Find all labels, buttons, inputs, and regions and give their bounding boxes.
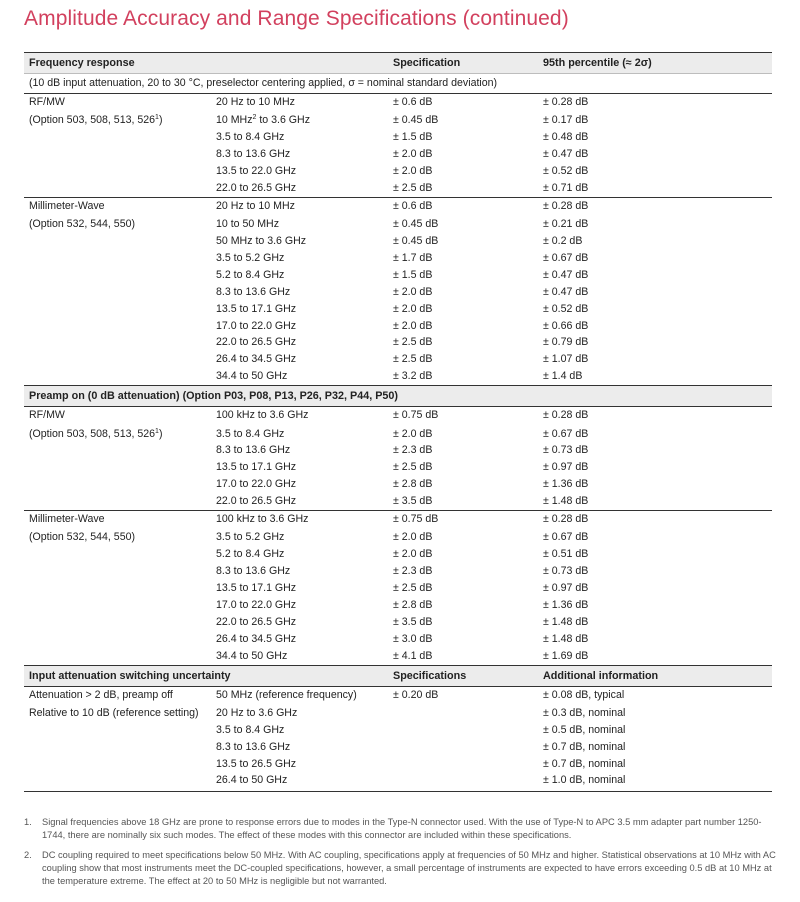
frequency-range: 20 Hz to 10 MHz (216, 199, 295, 212)
group-label: Millimeter-Wave (29, 199, 105, 212)
group-label: (Option 503, 508, 513, $526^1$) (29, 114, 163, 127)
specification-value: ± 2.0 dB (393, 302, 433, 315)
table-row (24, 442, 772, 459)
specification-value: ± 2.0 dB (393, 165, 433, 178)
table-row (24, 233, 772, 250)
specification-value: ± 2.3 dB (393, 565, 433, 578)
percentile-value: ± 1.48 dB (543, 615, 589, 628)
group-label: (Option 532, 544, 550) (29, 531, 136, 544)
spec-table (24, 52, 772, 792)
frequency-range: 8.3 to 13.6 GHz (216, 285, 291, 298)
table-row (24, 563, 772, 580)
frequency-range: 8.3 to 13.6 GHz (216, 444, 291, 457)
table-row (24, 250, 772, 267)
frequency-range: 3.5 to 8.4 GHz (216, 131, 285, 144)
frequency-range: 22.0 to 26.5 GHz (216, 336, 297, 349)
percentile-value: ± 0.66 dB (543, 319, 589, 332)
table-row (24, 529, 772, 546)
group-label: RF/MW (29, 96, 65, 108)
frequency-range: 50 MHz (reference frequency) (216, 688, 357, 701)
table-row (24, 493, 772, 510)
specification-value: ± 1.5 dB (393, 131, 433, 144)
footnote-ref: 1 (155, 114, 159, 122)
frequency-range: 3.5 to 5.2 GHz (216, 252, 285, 265)
table-row (24, 580, 772, 597)
section-title: Preamp on (0 dB attenuation) (Option P03, P08, P13, P26, P32, P44, P50) (29, 390, 399, 403)
frequency-range: 26.4 to 34.5 GHz (216, 353, 297, 366)
percentile-value: ± 0.97 dB (543, 582, 589, 595)
frequency-range: 17.0 to 22.0 GHz (216, 319, 297, 332)
footnotes (24, 816, 776, 895)
percentile-value: ± 0.28 dB (543, 512, 589, 525)
percentile-value: ± 0.47 dB (543, 285, 589, 298)
section-title: Input attenuation switching uncertainty (29, 669, 231, 682)
frequency-range: 20 Hz to 3.6 GHz (216, 706, 298, 719)
specification-value: ± 2.0 dB (393, 531, 433, 544)
specification-value: ± 0.45 dB (393, 235, 439, 248)
percentile-value: ± 1.48 dB (543, 632, 589, 645)
frequency-range: 22.0 to 26.5 GHz (216, 181, 297, 194)
frequency-range: 100 kHz to 3.6 GHz (216, 409, 309, 422)
specification-value: ± 2.5 dB (393, 353, 433, 366)
specification-value: ± 2.5 dB (393, 336, 433, 349)
table-row (24, 476, 772, 493)
percentile-value: ± 0.47 dB (543, 268, 589, 281)
percentile-value: ± 0.7 dB, nominal (543, 757, 626, 770)
percentile-value: ± 0.17 dB (543, 114, 589, 127)
table-row (24, 739, 772, 756)
footnote-ref: 1 (155, 427, 159, 435)
footnote-number: 2. (24, 850, 32, 860)
table-row (24, 426, 772, 443)
percentile-value: ± 0.97 dB (543, 461, 589, 474)
group-label: RF/MW (29, 409, 65, 422)
table-row (24, 318, 772, 335)
frequency-range: 8.3 to 13.6 GHz (216, 740, 291, 753)
column-header-info: Additional information (543, 669, 659, 682)
table-row (24, 406, 772, 425)
table-row (24, 510, 772, 529)
table-row (24, 546, 772, 563)
specification-value: ± 3.5 dB (393, 495, 433, 508)
table-row (24, 705, 772, 722)
specification-value: ± 2.5 dB (393, 461, 433, 474)
condition-note (24, 73, 772, 93)
table-row (24, 756, 772, 773)
column-header-spec: Specifications (393, 669, 467, 682)
specification-value: ± 2.0 dB (393, 319, 433, 332)
group-label: (Option 503, 508, 513, $526^1$) (29, 427, 163, 440)
column-header-info: 95th percentile (≈ 2σ) (543, 57, 652, 69)
specification-value: ± 2.8 dB (393, 478, 433, 491)
table-row (24, 459, 772, 476)
table-row (24, 112, 772, 129)
frequency-range: 22.0 to 26.5 GHz (216, 615, 297, 628)
frequency-range: 13.5 to 26.5 GHz (216, 757, 297, 770)
section-title: Frequency response (29, 57, 135, 69)
percentile-value: ± 1.48 dB (543, 495, 589, 508)
table-row (24, 648, 772, 665)
specification-value: ± 0.6 dB (393, 199, 433, 212)
specification-value: ± 2.5 dB (393, 181, 433, 194)
specification-value: ± 0.20 dB (393, 688, 439, 701)
frequency-range: 34.4 to 50 GHz (216, 649, 288, 662)
table-row (24, 301, 772, 318)
table-row (24, 686, 772, 705)
percentile-value: ± 1.69 dB (543, 649, 589, 662)
group-label: Relative to 10 dB (reference setting) (29, 706, 199, 719)
percentile-value: ± 0.7 dB, nominal (543, 740, 626, 753)
percentile-value: ± 0.28 dB (543, 199, 589, 212)
frequency-range: 10 to 50 MHz (216, 218, 280, 231)
specification-value: ± 0.75 dB (393, 512, 439, 525)
percentile-value: ± 0.21 dB (543, 218, 589, 231)
table-row (24, 772, 772, 789)
specification-value: ± 0.75 dB (393, 409, 439, 422)
frequency-range: 26.4 to 50 GHz (216, 774, 288, 787)
percentile-value: ± 0.79 dB (543, 336, 589, 349)
table-row (24, 216, 772, 233)
frequency-range: 13.5 to 17.1 GHz (216, 302, 297, 315)
specification-value: ± 1.7 dB (393, 252, 433, 265)
percentile-value: ± 0.67 dB (543, 427, 589, 440)
percentile-value: ± 1.36 dB (543, 478, 589, 491)
specification-value: ± 3.0 dB (393, 632, 433, 645)
footnote-number: 1. (24, 817, 32, 827)
specification-value: ± 1.5 dB (393, 268, 433, 281)
percentile-value: ± 0.48 dB (543, 131, 589, 144)
percentile-value: ± 0.28 dB (543, 409, 589, 422)
table-row (24, 334, 772, 351)
frequency-range: 13.5 to 17.1 GHz (216, 582, 297, 595)
percentile-value: ± 0.08 dB, typical (543, 688, 625, 701)
table-row (24, 722, 772, 739)
frequency-range: 26.4 to 34.5 GHz (216, 632, 297, 645)
percentile-value: ± 1.4 dB (543, 370, 583, 383)
frequency-range: 3.5 to 8.4 GHz (216, 427, 285, 440)
frequency-range: 20 Hz to 10 MHz (216, 96, 295, 108)
table-row (24, 129, 772, 146)
frequency-range: 50 MHz to 3.6 GHz (216, 235, 307, 248)
section-header (24, 52, 772, 73)
table-row (24, 267, 772, 284)
frequency-range: 17.0 to 22.0 GHz (216, 478, 297, 491)
percentile-value: ± 0.67 dB (543, 252, 589, 265)
percentile-value: ± 0.28 dB (543, 96, 589, 108)
table-row (24, 368, 772, 385)
frequency-range: 5.2 to 8.4 GHz (216, 548, 285, 561)
table-row (24, 146, 772, 163)
percentile-value: ± 0.73 dB (543, 565, 589, 578)
specification-value: ± 3.2 dB (393, 370, 433, 383)
frequency-range: 13.5 to 22.0 GHz (216, 165, 297, 178)
page-title: Amplitude Accuracy and Range Specifications (continued) (24, 7, 569, 30)
percentile-value: ± 0.2 dB (543, 235, 583, 248)
percentile-value: ± 1.0 dB, nominal (543, 774, 626, 787)
footnote (24, 816, 776, 842)
specification-value: ± 4.1 dB (393, 649, 433, 662)
table-row (24, 597, 772, 614)
table-row (24, 163, 772, 180)
specification-value: ± 0.45 dB (393, 114, 439, 127)
percentile-value: ± 0.52 dB (543, 165, 589, 178)
frequency-range: 3.5 to 8.4 GHz (216, 723, 285, 736)
table-row (24, 197, 772, 216)
table-row (24, 614, 772, 631)
table-bottom-rule (24, 791, 772, 792)
frequency-range: 13.5 to 17.1 GHz (216, 461, 297, 474)
section-header (24, 665, 772, 686)
condition-text: (10 dB input attenuation, 20 to 30 °C, preselector centering applied, σ = nominal standard deviation) (29, 77, 498, 89)
table-row (24, 284, 772, 301)
specification-value: ± 2.0 dB (393, 285, 433, 298)
specification-value: ± 0.45 dB (393, 218, 439, 231)
percentile-value: ± 0.52 dB (543, 302, 589, 315)
footnote-text: DC coupling required to meet specifications below 50 MHz. With AC coupling, specifications apply at frequencies of 50 MHz and higher. Statistical observations at 10 MHz with AC coupling show that most instruments meet the DC-coupled specifications, however, a small percentage of instruments are expected to have errors exceeding 0.5 dB at 10 MHz at the temperature extreme. The effect at 20 to 50 MHz is negligible but not warranted. (42, 850, 776, 886)
specification-value: ± 2.8 dB (393, 598, 433, 611)
frequency-range: 17.0 to 22.0 GHz (216, 598, 297, 611)
section-header (24, 385, 772, 406)
percentile-value: ± 0.5 dB, nominal (543, 723, 626, 736)
frequency-range: 5.2 to 8.4 GHz (216, 268, 285, 281)
specification-value: ± 2.5 dB (393, 582, 433, 595)
group-label: Millimeter-Wave (29, 512, 105, 525)
specification-value: ± 3.5 dB (393, 615, 433, 628)
table-row (24, 631, 772, 648)
table-row (24, 180, 772, 197)
percentile-value: ± 0.67 dB (543, 531, 589, 544)
table-row (24, 93, 772, 112)
footnote (24, 849, 776, 888)
frequency-range: 10 MHz$^2$ to 3.6 GHz (216, 114, 310, 127)
group-label: (Option 532, 544, 550) (29, 218, 136, 231)
table-row (24, 351, 772, 368)
frequency-range: 22.0 to 26.5 GHz (216, 495, 297, 508)
specification-value: ± 0.6 dB (393, 96, 433, 108)
frequency-range: 34.4 to 50 GHz (216, 370, 288, 383)
percentile-value: ± 0.3 dB, nominal (543, 706, 626, 719)
specification-value: ± 2.0 dB (393, 427, 433, 440)
footnote-ref: 2 (252, 114, 257, 122)
percentile-value: ± 0.51 dB (543, 548, 589, 561)
percentile-value: ± 0.71 dB (543, 181, 589, 194)
percentile-value: ± 0.47 dB (543, 148, 589, 161)
specification-value: ± 2.0 dB (393, 148, 433, 161)
specification-value: ± 2.3 dB (393, 444, 433, 457)
column-header-spec: Specification (393, 57, 461, 69)
percentile-value: ± 0.73 dB (543, 444, 589, 457)
specification-value: ± 2.0 dB (393, 548, 433, 561)
group-label: Attenuation > 2 dB, preamp off (29, 688, 173, 701)
frequency-range: 8.3 to 13.6 GHz (216, 148, 291, 161)
frequency-range: 8.3 to 13.6 GHz (216, 565, 291, 578)
percentile-value: ± 1.07 dB (543, 353, 589, 366)
frequency-range: 3.5 to 5.2 GHz (216, 531, 285, 544)
footnote-text: Signal frequencies above 18 GHz are prone to response errors due to modes in the Type-N connector used. With the use of Type-N to APC 3.5 mm adapter part number 1250-1744, there are nominally six such modes. The effect of these modes with this connector are included within these specifications. (42, 817, 762, 840)
frequency-range: 100 kHz to 3.6 GHz (216, 512, 309, 525)
percentile-value: ± 1.36 dB (543, 598, 589, 611)
